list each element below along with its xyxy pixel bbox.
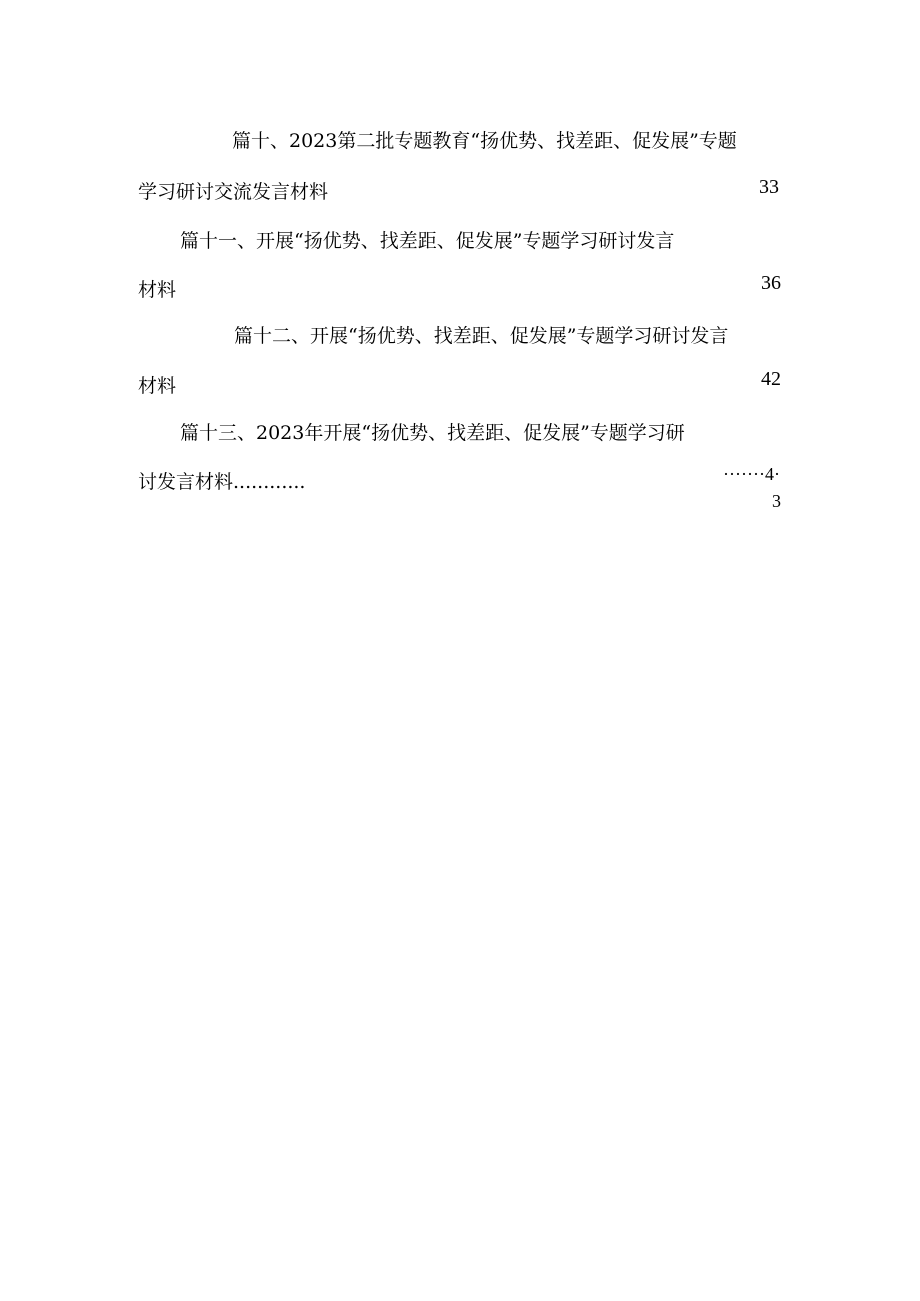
toc-entry-13-title-cont: 讨发言材料............ [138, 471, 306, 493]
toc-entry-13-page-part2: 3 [772, 491, 781, 511]
toc-entry-10-title: 篇十、2023第二批专题教育“扬优势、找差距、促发展”专题 [232, 130, 737, 152]
toc-entry-13-page-part1: ·······4· [723, 464, 780, 484]
toc-entry-11-title-cont: 材料 [138, 279, 177, 301]
toc-entry-11-title: 篇十一、开展“扬优势、找差距、促发展”专题学习研讨发言 [180, 230, 675, 252]
toc-entry-10-title-cont: 学习研讨交流发言材料 [138, 181, 329, 203]
toc-entry-11-page: 36 [761, 272, 781, 294]
toc-entry-12-page: 42 [761, 368, 781, 390]
toc-entry-13-title: 篇十三、2023年开展“扬优势、找差距、促发展”专题学习研 [180, 422, 685, 444]
toc-entry-10-page: 33 [759, 176, 779, 198]
toc-entry-12-title-cont: 材料 [138, 375, 177, 397]
toc-entry-12-title: 篇十二、开展“扬优势、找差距、促发展”专题学习研讨发言 [234, 325, 729, 347]
